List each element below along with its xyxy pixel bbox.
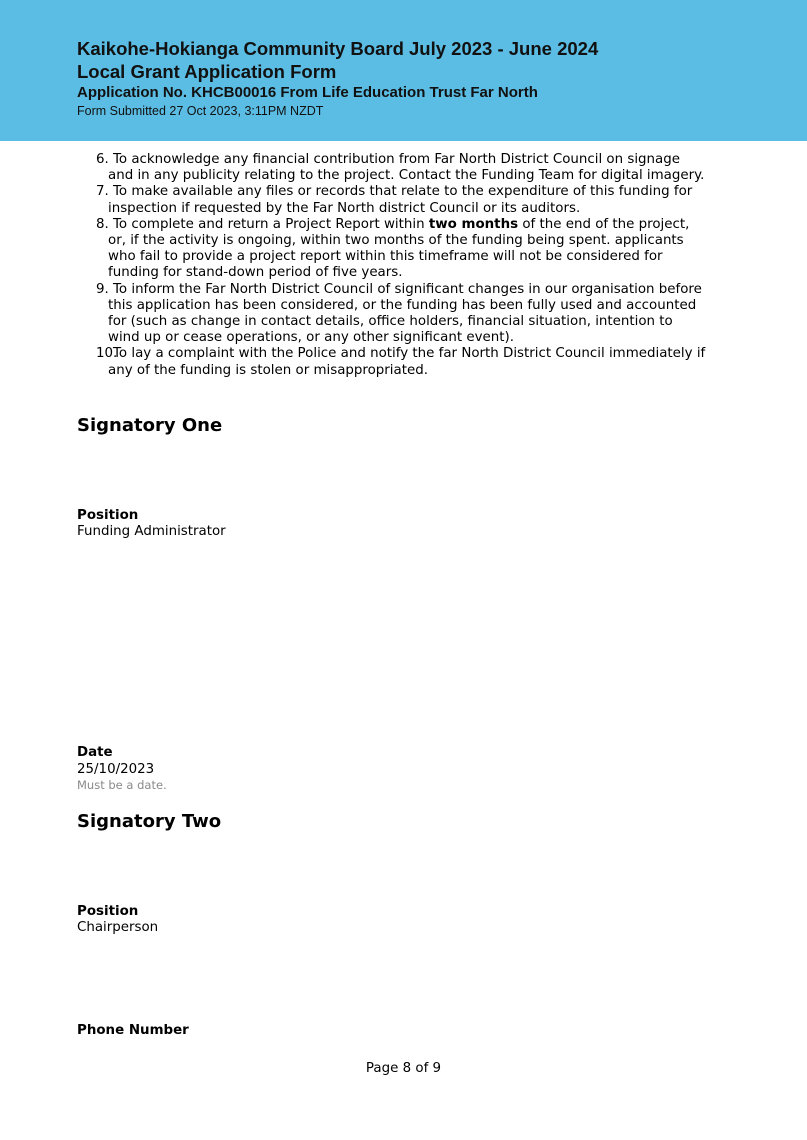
list-item [0, 346, 807, 378]
list-item-number: 10. [96, 346, 118, 362]
date-hint: Must be a date. [77, 778, 167, 792]
list-item-text: To lay a complaint with the Police and notify the far North District Council immediately if any of the funding is stolen or misappropriated. [108, 346, 706, 378]
list-item-emphasis: two months [428, 216, 519, 232]
board-title: Kaikohe-Hokianga Community Board July 2023 - June 2024 [77, 38, 599, 59]
list-item-number: 6. [96, 152, 109, 167]
list-item-text: To make available any files or records that relate to the expenditure of this funding for inspection if requested by the Far North district Council or its auditors. [108, 184, 693, 216]
date-label: Date [77, 745, 113, 760]
phone-number-label: Phone Number [77, 1023, 189, 1038]
list-item-text-end: of the end of the project, or, if the activity is ongoing, within two months of the funding being spent. applicants who fail to provide a project report within this timeframe will not be considered for funding for stand-down period of five years. [108, 216, 690, 281]
list-item-number: 7. [96, 184, 109, 200]
form-title: Local Grant Application Form [77, 61, 337, 82]
position-label: Position [77, 904, 139, 919]
page-number: Page 8 of 9 [365, 1061, 442, 1076]
list-item-text-start: To complete and return a Project Report within [113, 216, 429, 232]
date-value: 25/10/2023 [77, 762, 155, 777]
form-header [0, 0, 807, 141]
position-label: Position [77, 508, 139, 523]
signatory-one-heading: Signatory One [77, 415, 223, 436]
conditions-list [0, 152, 807, 379]
position-value: Chairperson [77, 920, 159, 935]
list-item [0, 217, 807, 282]
list-item [0, 152, 807, 184]
list-item-text [108, 217, 708, 282]
list-item-text: To acknowledge any financial contribution from Far North District Council on signage and in any publicity relating to the project. Contact the Funding Team for digital imagery. [108, 152, 705, 184]
list-item-text: To inform the Far North District Council of significant changes in our organisation before this application has been considered, or the funding has been fully used and accounted for (such as change in contact details, office holders, financial situation, intention to wind up or cease operations, or any other significant event). [108, 281, 702, 346]
position-value: Funding Administrator [77, 524, 226, 539]
submission-date: Form Submitted 27 Oct 2023, 3:11PM NZDT [77, 104, 324, 118]
list-item [0, 282, 807, 347]
application-number: Application No. KHCB00016 From Life Education Trust Far North [77, 84, 538, 101]
list-item [0, 184, 807, 216]
list-item-number: 8. [96, 216, 109, 232]
signatory-two-heading: Signatory Two [77, 811, 222, 832]
list-item-number: 9. [96, 281, 109, 297]
